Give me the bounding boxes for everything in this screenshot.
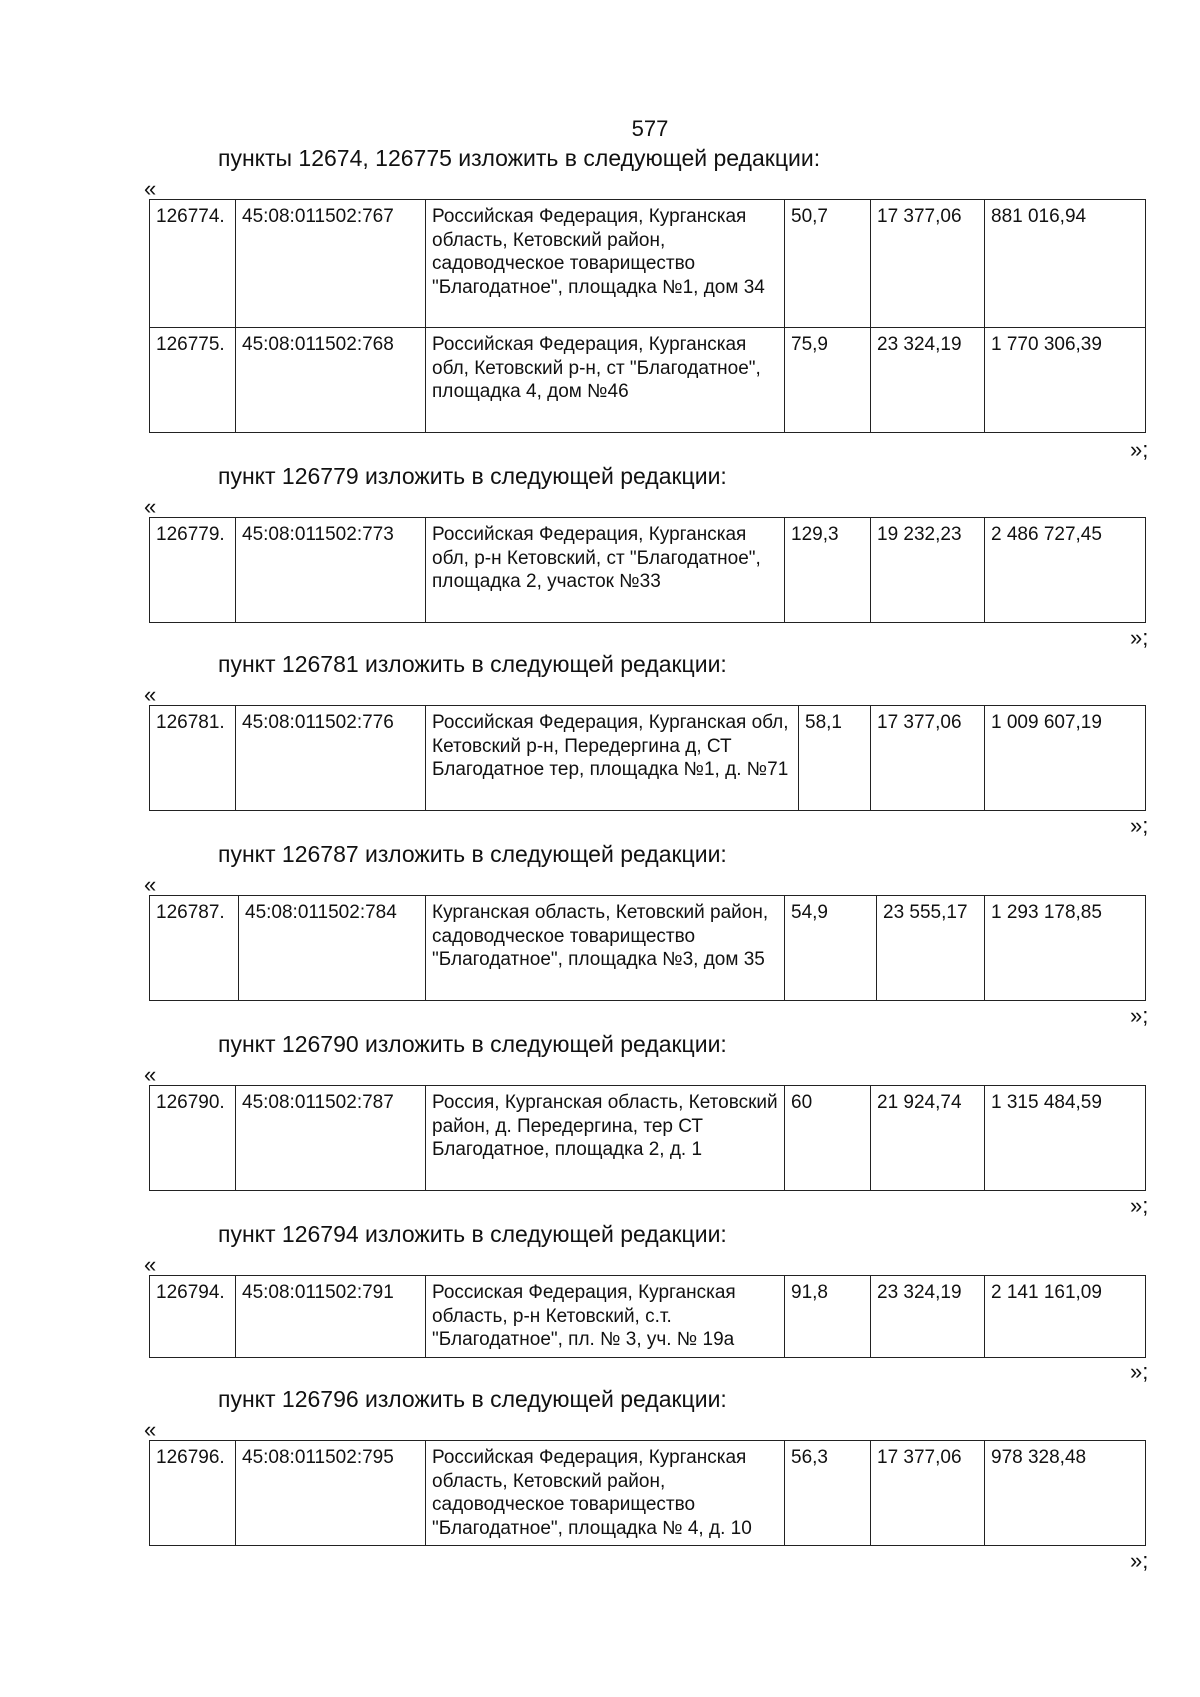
row-number-cell: 126796.	[150, 1441, 236, 1546]
unit-price-cell: 17 377,06	[871, 1441, 985, 1546]
opening-quote: «	[144, 494, 157, 519]
address-cell: Курганская область, Кетовский район, садоводческое товарищество "Благодатное", площадка №3, дом 35	[426, 896, 785, 1001]
cadastral-number-cell: 45:08:011502:784	[239, 896, 426, 1001]
cadastral-number-cell: 45:08:011502:776	[236, 706, 426, 811]
table-row	[150, 328, 1146, 433]
unit-price-cell: 23 555,17	[877, 896, 985, 1001]
unit-price-cell: 17 377,06	[871, 200, 985, 328]
cadastral-value-cell: 978 328,48	[985, 1441, 1146, 1546]
address-cell: Россия, Курганская область, Кетовский район, д. Передергина, тер СТ Благодатное, площадка 2, д. 1	[426, 1086, 785, 1191]
section-heading: пункт 126781 изложить в следующей редакции:	[218, 651, 727, 677]
address-cell: Российская Федерация, Курганская область, Кетовский район, садоводческое товарищество "Благодатное", площадка №1, дом 34	[426, 200, 785, 328]
cadastral-value-cell: 1 315 484,59	[985, 1086, 1146, 1191]
closing-quote: »;	[1130, 1359, 1149, 1384]
cadastral-value-cell: 881 016,94	[985, 200, 1146, 328]
cadastral-value-cell: 1 009 607,19	[985, 706, 1146, 811]
cadastral-number-cell: 45:08:011502:787	[236, 1086, 426, 1191]
page-number: 577	[631, 116, 669, 141]
opening-quote: «	[144, 176, 157, 201]
cadastral-value-cell: 2 141 161,09	[985, 1276, 1146, 1358]
table-row	[150, 1276, 1146, 1358]
area-cell: 129,3	[785, 518, 871, 623]
closing-quote: »;	[1130, 1548, 1149, 1573]
row-number-cell: 126790.	[150, 1086, 236, 1191]
opening-quote: «	[144, 1252, 157, 1277]
closing-quote: »;	[1130, 625, 1149, 650]
row-number-cell: 126794.	[150, 1276, 236, 1358]
area-cell: 56,3	[785, 1441, 871, 1546]
table-row	[150, 896, 1146, 1001]
cadastral-value-cell: 1 770 306,39	[985, 328, 1146, 433]
area-cell: 54,9	[785, 896, 877, 1001]
row-number-cell: 126779.	[150, 518, 236, 623]
area-cell: 58,1	[799, 706, 871, 811]
row-number-cell: 126775.	[150, 328, 236, 433]
cadastral-number-cell: 45:08:011502:767	[236, 200, 426, 328]
closing-quote: »;	[1130, 1193, 1149, 1218]
record-table	[149, 199, 1146, 433]
record-table	[149, 1440, 1146, 1546]
area-cell: 60	[785, 1086, 871, 1191]
section-heading: пункт 126794 изложить в следующей редакции:	[218, 1221, 727, 1247]
unit-price-cell: 17 377,06	[871, 706, 985, 811]
address-cell: Российская Федерация, Курганская область, Кетовский район, садоводческое товарищество "Благодатное", площадка № 4, д. 10	[426, 1441, 785, 1546]
row-number-cell: 126781.	[150, 706, 236, 811]
section-heading: пункт 126790 изложить в следующей редакции:	[218, 1031, 727, 1057]
cadastral-number-cell: 45:08:011502:791	[236, 1276, 426, 1358]
opening-quote: «	[144, 682, 157, 707]
unit-price-cell: 21 924,74	[871, 1086, 985, 1191]
address-cell: Россиская Федерация, Курганская область, р-н Кетовский, с.т. "Благодатное", пл. № 3, уч. № 19а	[426, 1276, 785, 1358]
address-cell: Российская Федерация, Курганская обл, Кетовский р-н, ст "Благодатное", площадка 4, дом №46	[426, 328, 785, 433]
table-row	[150, 1086, 1146, 1191]
opening-quote: «	[144, 872, 157, 897]
closing-quote: »;	[1130, 813, 1149, 838]
address-cell: Российская Федерация, Курганская обл, р-н Кетовский, ст "Благодатное", площадка 2, участок №33	[426, 518, 785, 623]
record-table	[149, 1275, 1146, 1358]
area-cell: 75,9	[785, 328, 871, 433]
closing-quote: »;	[1130, 437, 1149, 462]
opening-quote: «	[144, 1062, 157, 1087]
row-number-cell: 126787.	[150, 896, 239, 1001]
closing-quote: »;	[1130, 1003, 1149, 1028]
cadastral-value-cell: 2 486 727,45	[985, 518, 1146, 623]
section-heading: пункты 12674, 126775 изложить в следующей редакции:	[218, 145, 821, 171]
cadastral-number-cell: 45:08:011502:773	[236, 518, 426, 623]
section-heading: пункт 126779 изложить в следующей редакции:	[218, 463, 727, 489]
cadastral-number-cell: 45:08:011502:795	[236, 1441, 426, 1546]
unit-price-cell: 23 324,19	[871, 328, 985, 433]
area-cell: 50,7	[785, 200, 871, 328]
record-table	[149, 705, 1146, 811]
unit-price-cell: 23 324,19	[871, 1276, 985, 1358]
address-cell: Российская Федерация, Курганская обл, Кетовский р-н, Передергина д, СТ Благодатное тер, площадка №1, д. №71	[426, 706, 799, 811]
area-cell: 91,8	[785, 1276, 871, 1358]
record-table	[149, 895, 1146, 1001]
record-table	[149, 517, 1146, 623]
section-heading: пункт 126787 изложить в следующей редакции:	[218, 841, 727, 867]
cadastral-value-cell: 1 293 178,85	[985, 896, 1146, 1001]
table-row	[150, 200, 1146, 328]
unit-price-cell: 19 232,23	[871, 518, 985, 623]
opening-quote: «	[144, 1417, 157, 1442]
record-table	[149, 1085, 1146, 1191]
row-number-cell: 126774.	[150, 200, 236, 328]
table-row	[150, 706, 1146, 811]
table-row	[150, 1441, 1146, 1546]
section-heading: пункт 126796 изложить в следующей редакции:	[218, 1386, 727, 1412]
table-row	[150, 518, 1146, 623]
cadastral-number-cell: 45:08:011502:768	[236, 328, 426, 433]
